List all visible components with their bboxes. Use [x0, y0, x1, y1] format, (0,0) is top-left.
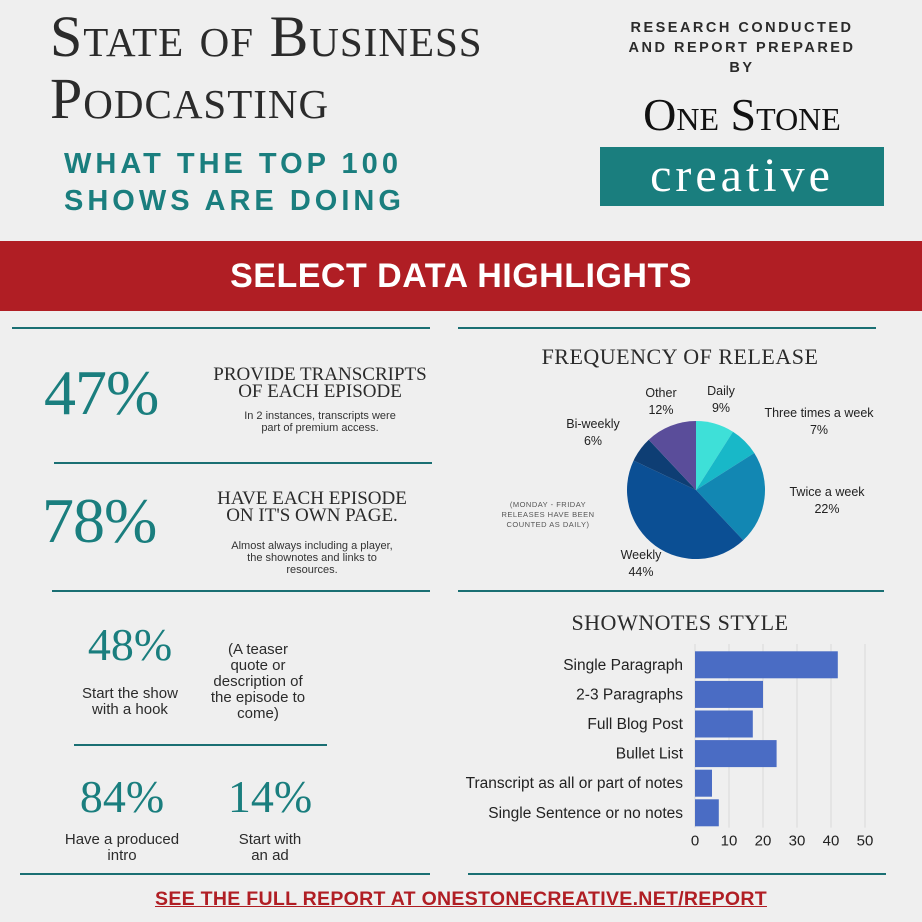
transcripts-percent: 47% [44, 357, 159, 428]
bar-category-label: Transcript as all or part of notes [465, 775, 683, 793]
pie-label-three-times-name: Three times a week [764, 406, 874, 420]
bar-series [695, 651, 838, 826]
intro-caption-line1: Have a produced [64, 831, 180, 848]
hook-aside-line5: come) [237, 705, 279, 722]
own-page-percent: 78% [42, 485, 157, 556]
bar [695, 770, 712, 797]
pie-label-weekly-name: Weekly [620, 548, 662, 562]
own-page-note [192, 540, 432, 576]
pie-label-biweekly-value: 6% [583, 434, 603, 448]
pie-chart-note [486, 500, 610, 530]
hook-aside-line1: (A teaser [227, 641, 289, 658]
divider [12, 327, 430, 329]
divider [458, 327, 876, 329]
transcripts-heading-line1: PROVIDE TRANSCRIPTS [213, 364, 427, 385]
x-tick-label: 0 [690, 832, 700, 850]
bar-category-label: Bullet List [615, 745, 683, 763]
pie-label-daily-value: 9% [711, 401, 731, 415]
own-page-heading-line2: ON IT'S OWN PAGE. [226, 505, 398, 526]
bar [695, 799, 719, 826]
divider [74, 744, 327, 746]
pie-label-other [634, 385, 688, 419]
main-title-line1: State of Business [50, 4, 483, 69]
bar-chart-title: SHOWNOTES STYLE [571, 610, 789, 635]
pie-label-daily [694, 383, 748, 417]
pie-chart-title: FREQUENCY OF RELEASE [541, 344, 819, 369]
hook-aside-line4: the episode to [210, 689, 306, 706]
pie-note-line2: RELEASES HAVE BEEN [501, 510, 595, 519]
hook-percent: 48% [87, 619, 173, 670]
intro-caption-line2: intro [107, 847, 137, 864]
pie-note-line1: (MONDAY - FRIDAY [509, 500, 587, 509]
subtitle-line2: SHOWS ARE DOING [64, 185, 405, 217]
transcripts-note-line2: part of premium access. [261, 422, 379, 434]
own-page-note-line1: Almost always including a player, [231, 540, 393, 552]
bar-category-label: Single Paragraph [563, 656, 683, 674]
research-line2: AND REPORT PREPARED [628, 40, 856, 56]
x-tick-label: 30 [788, 832, 806, 850]
x-tick-label: 10 [720, 832, 738, 850]
logo-wordmark-top: One Stone [643, 89, 841, 140]
transcripts-note-line1: In 2 instances, transcripts were [244, 410, 396, 422]
pie-label-daily-name: Daily [707, 384, 735, 398]
bar-category-label: Full Blog Post [587, 716, 683, 733]
bar-category-label: Single Sentence or no notes [488, 804, 683, 822]
research-line1: RESEARCH CONDUCTED [630, 20, 854, 36]
bar-categories [466, 657, 684, 822]
research-credit [614, 18, 870, 78]
own-page-note-line3: resources. [286, 564, 338, 576]
hook-caption [60, 686, 200, 718]
intro-percent: 84% [79, 771, 165, 822]
pie-note-line3: COUNTED AS DAILY) [506, 520, 590, 529]
hook-aside-line3: description of [213, 673, 303, 690]
bar [695, 681, 763, 708]
own-page-heading [192, 490, 432, 524]
pie-label-three-times-value: 7% [809, 423, 829, 437]
divider [52, 590, 430, 592]
ad-percent: 14% [227, 771, 313, 822]
main-title-line2: Podcasting [50, 66, 330, 131]
pie-label-weekly-value: 44% [628, 565, 654, 579]
bar-chart [400, 640, 900, 870]
divider [458, 590, 884, 592]
divider [54, 462, 432, 464]
hook-aside-line2: quote or [230, 657, 286, 674]
x-tick-label: 20 [754, 832, 772, 850]
pie-slices [627, 421, 765, 559]
pie-label-biweekly-name: Bi-weekly [566, 417, 620, 431]
transcripts-heading-line2: OF EACH EPISODE [238, 381, 402, 402]
pie-label-biweekly [556, 416, 630, 450]
hook-caption-line2: with a hook [92, 701, 168, 718]
pie-label-other-name: Other [645, 386, 677, 400]
hook-aside [200, 642, 316, 722]
pie-label-twice-value: 22% [814, 502, 840, 516]
hook-caption-line1: Start the show [82, 685, 178, 702]
pie-label-twice [772, 484, 882, 518]
pie-label-weekly [606, 547, 676, 581]
ad-caption-line2: an ad [251, 847, 289, 864]
subtitle [64, 146, 424, 220]
bar-category-label: 2-3 Paragraphs [576, 686, 683, 704]
pie-label-other-value: 12% [648, 403, 674, 417]
bar-ticks [691, 833, 874, 850]
transcripts-heading [200, 366, 440, 400]
intro-caption [52, 832, 192, 864]
ad-caption [210, 832, 330, 864]
own-page-heading-line1: HAVE EACH EPISODE [217, 488, 407, 509]
main-title [50, 6, 590, 130]
divider [20, 873, 430, 875]
x-tick-label: 40 [822, 832, 840, 850]
divider [468, 873, 886, 875]
section-banner: SELECT DATA HIGHLIGHTS [0, 241, 922, 311]
research-line3: BY [729, 60, 755, 76]
bar [695, 711, 753, 738]
footer-link[interactable]: SEE THE FULL REPORT AT ONESTONECREATIVE.NET/REPORT [155, 888, 767, 910]
transcripts-note [200, 410, 440, 434]
ad-caption-line1: Start with [238, 831, 302, 848]
pie-label-twice-name: Twice a week [789, 485, 865, 499]
bar [695, 651, 838, 678]
subtitle-line1: WHAT THE TOP 100 [64, 148, 402, 180]
pie-label-three-times [752, 405, 886, 439]
x-tick-label: 50 [856, 832, 874, 850]
own-page-note-line2: the shownotes and links to [247, 552, 377, 564]
bar [695, 740, 777, 767]
logo-wordmark-bottom: creative [600, 147, 884, 206]
